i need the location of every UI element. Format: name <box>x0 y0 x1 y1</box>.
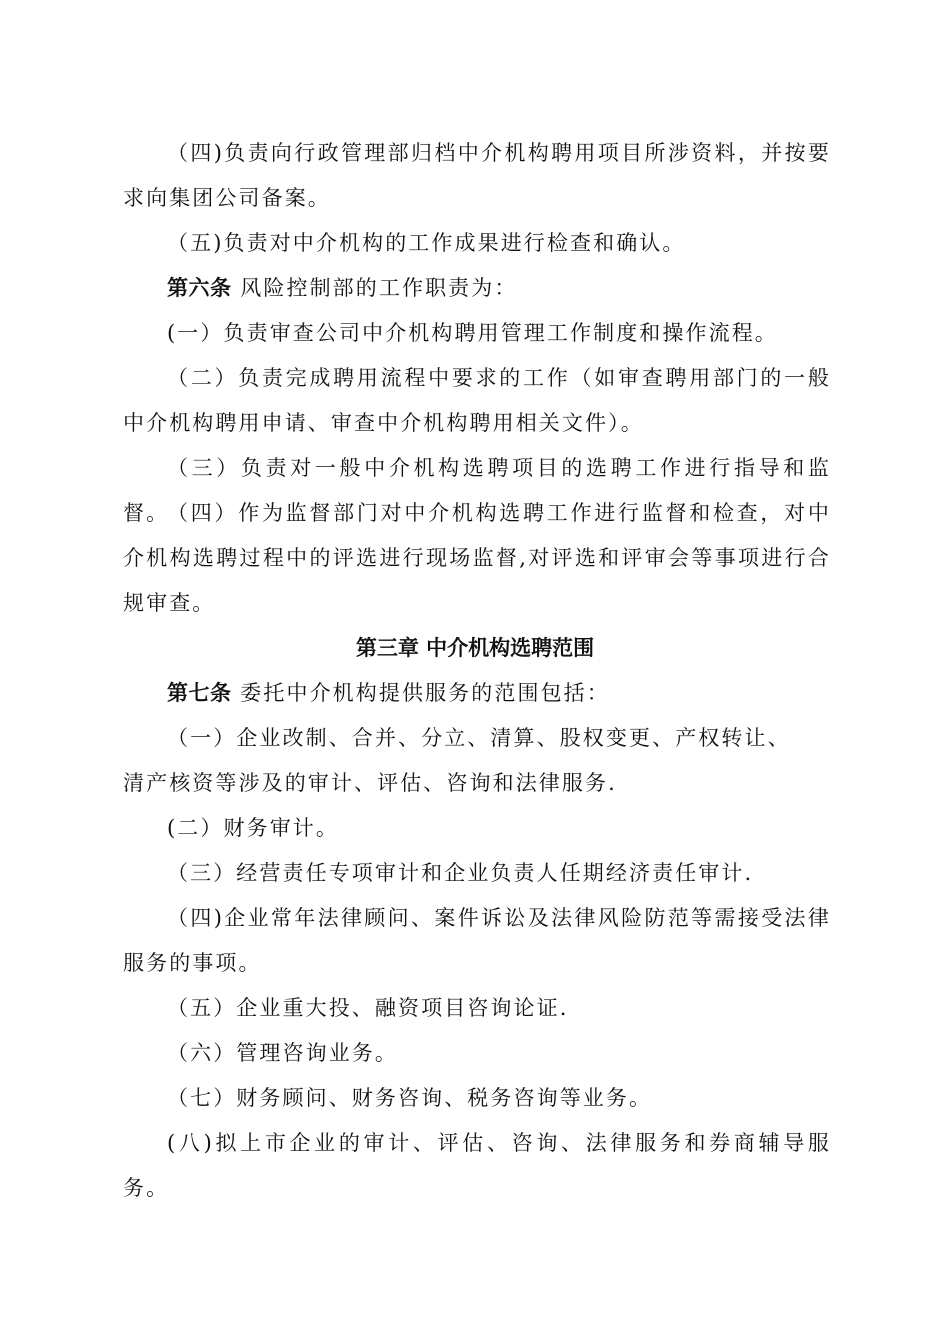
paragraph-six-scope: （六）管理咨询业务。 <box>167 1041 398 1065</box>
chapter-three-title: 第三章 中介机构选聘范围 <box>355 636 595 660</box>
paragraph-three-risk: （三）负责对一般中介机构选聘项目的选聘工作进行指导和监督。 <box>123 456 831 525</box>
paragraph-four-risk: （四）作为监督部门对中介机构选聘工作进行监督和检查，对中介机构选聘过程中的评选进行现场监督,对评选和评审会等事项进行合规审查。 <box>123 501 831 615</box>
paragraph-four-archive: （四)负责向行政管理部归档中介机构聘用项目所涉资料，并按要求向集团公司备案。 <box>123 141 831 210</box>
article-seven <box>123 671 831 716</box>
paragraph-five-scope: （五）企业重大投、融资项目咨询论证. <box>167 996 569 1020</box>
paragraph-one-risk: (一）负责审查公司中介机构聘用管理工作制度和操作流程。 <box>167 321 778 345</box>
article-seven-label: 第七条 <box>167 681 232 705</box>
article-six <box>123 266 831 311</box>
paragraph-eight-scope: (八)拟上市企业的审计、评估、咨询、法律服务和券商辅导服务。 <box>123 1131 831 1200</box>
article-six-label: 第六条 <box>167 276 232 300</box>
paragraph-one-scope-line1: （一）企业改制、合并、分立、清算、股权变更、产权转让、 <box>167 726 791 750</box>
article-seven-text: 委托中介机构提供服务的范围包括： <box>231 681 610 705</box>
paragraph-two-scope: (二）财务审计。 <box>167 816 339 840</box>
paragraph-three-scope: （三）经营责任专项审计和企业负责人任期经济责任审计. <box>167 861 754 885</box>
article-six-text: 风险控制部的工作职责为： <box>231 276 518 300</box>
paragraph-five-review: （五)负责对中介机构的工作成果进行检查和确认。 <box>167 231 686 255</box>
paragraph-four-scope: （四)企业常年法律顾问、案件诉讼及法律风险防范等需接受法律服务的事项。 <box>123 906 831 975</box>
paragraph-seven-scope: （七）财务顾问、财务咨询、税务咨询等业务。 <box>167 1086 653 1110</box>
paragraph-two-risk: （二）负责完成聘用流程中要求的工作（如审查聘用部门的一般中介机构聘用申请、审查中介机构聘用相关文件）。 <box>123 366 831 435</box>
paragraph-one-scope-line2: 清产核资等涉及的审计、评估、咨询和法律服务. <box>123 771 617 795</box>
